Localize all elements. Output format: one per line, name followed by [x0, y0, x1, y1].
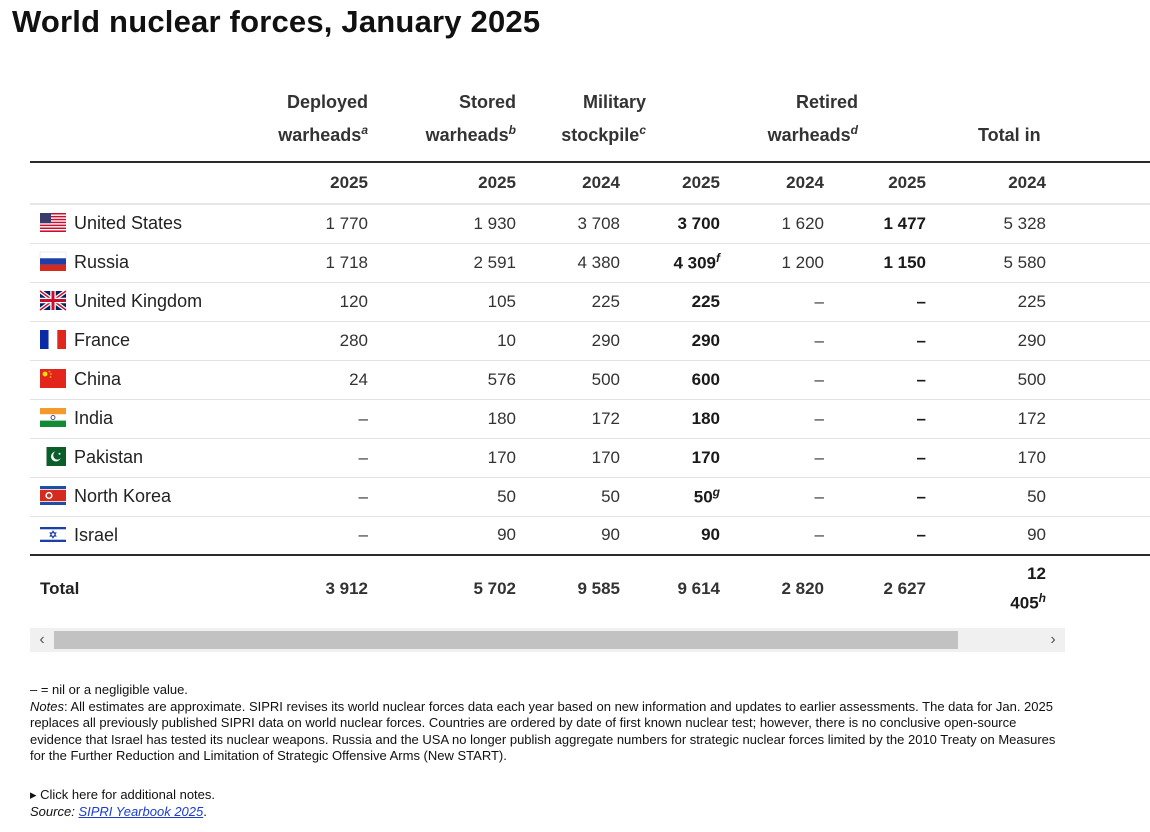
country-name: Pakistan [74, 447, 144, 467]
value-cell: 280 [230, 321, 382, 360]
overflow-cell [1060, 360, 1150, 399]
value-cell: 500 [940, 360, 1060, 399]
country-cell [30, 243, 230, 282]
overflow-cell [1060, 243, 1150, 282]
value-cell: 2 591 [382, 243, 530, 282]
value-cell: 5 328 [940, 204, 1060, 243]
value-cell: 50 [530, 477, 634, 516]
country-cell [30, 321, 230, 360]
value-cell: 90 [940, 516, 1060, 555]
value-cell: – [230, 477, 382, 516]
value-cell: – [734, 321, 838, 360]
retired-header: Retired warheads$^d$ [767, 92, 859, 145]
russia-flag-icon [40, 252, 66, 271]
overflow-cell [1060, 477, 1150, 516]
value-cell: 50 [940, 477, 1060, 516]
footnote-marker: h [1038, 590, 1047, 605]
table-row [30, 516, 1150, 555]
value-cell: 170 [940, 438, 1060, 477]
nil-note: – = nil or a negligible value. [30, 682, 188, 697]
total-value-cell: 5 702 [382, 555, 530, 621]
value-cell: 172 [530, 399, 634, 438]
value-cell: 1 477 [838, 204, 940, 243]
value-cell: 290 [940, 321, 1060, 360]
total-value-cell: 9 614 [634, 555, 734, 621]
value-cell: 170 [530, 438, 634, 477]
table-notes [30, 682, 1070, 765]
table-row [30, 282, 1150, 321]
value-cell: – [734, 282, 838, 321]
overflow-cell [1060, 516, 1150, 555]
country-name: North Korea [74, 486, 172, 506]
value-cell: 180 [382, 399, 530, 438]
value-cell: 225 [530, 282, 634, 321]
value-cell: 90 [530, 516, 634, 555]
country-cell [30, 360, 230, 399]
value-cell: – [838, 438, 940, 477]
overflow-cell [1060, 321, 1150, 360]
france-flag-icon [40, 330, 66, 349]
value-cell: 1 718 [230, 243, 382, 282]
overflow-cell [1060, 204, 1150, 243]
value-cell: 24 [230, 360, 382, 399]
country-name: Israel [74, 524, 119, 545]
value-cell: 3 700 [634, 204, 734, 243]
value-cell: 500 [530, 360, 634, 399]
value-cell: 1 770 [230, 204, 382, 243]
pakistan-flag-icon [40, 447, 66, 466]
country-name: India [74, 408, 114, 428]
military-header: Military stockpile$^c$ [561, 92, 646, 145]
north-korea-flag-icon [40, 486, 66, 505]
country-cell [30, 477, 230, 516]
source-line: Source: SIPRI Yearbook 2025. [30, 803, 207, 819]
year-header: 2024 [734, 162, 838, 204]
country-cell [30, 516, 230, 555]
total-inventory-cell: 12 405$^h$ [940, 555, 1060, 621]
value-cell: – [734, 477, 838, 516]
value-cell: – [734, 516, 838, 555]
value-cell: 600 [634, 360, 734, 399]
table-row [30, 321, 1150, 360]
total-label: Total [30, 555, 230, 621]
value-cell: – [838, 282, 940, 321]
value-cell: 1 620 [734, 204, 838, 243]
notes-paragraph: Notes: All estimates are approximate. SIPRI revises its world nuclear forces data each year based on new information and updates to earlier assessments. The data for Jan. 2025 replaces all previously published SIPRI data on world nuclear forces. Countries are ordered by date of first known nuclear test; however, there is no conclusive open-source evidence that Israel has tested its nuclear weapons. Russia and the USA no longer publish aggregate numbers for strategic nuclear forces limited by the 2010 Treaty on Measures for the Further Reduction and Limitation of Strategic Offensive Arms (New START). [30, 698, 1056, 763]
value-cell: – [734, 438, 838, 477]
value-cell: 172 [940, 399, 1060, 438]
year-header-blank [30, 162, 230, 204]
source-link[interactable]: SIPRI Yearbook 2025 [78, 803, 204, 819]
value-cell: 225 [634, 282, 734, 321]
country-name: China [74, 369, 122, 389]
deployed-header: Deployed warheads$^a$ [278, 92, 368, 145]
total-inventory-header: Total in [978, 125, 1041, 145]
year-header-overflow [1060, 162, 1150, 204]
value-cell: 1 200 [734, 243, 838, 282]
total-value-cell: 2 627 [838, 555, 940, 621]
value-cell: 50 [382, 477, 530, 516]
value-cell: 50$^g$ [634, 477, 734, 516]
footnote-marker: f [716, 251, 720, 266]
us-flag-icon [40, 213, 66, 232]
value-cell: – [230, 399, 382, 438]
country-cell [30, 204, 230, 243]
table-row [30, 438, 1150, 477]
total-value-cell: 2 820 [734, 555, 838, 621]
year-header: 2024 [940, 162, 1060, 204]
value-cell: 290 [634, 321, 734, 360]
value-cell: 290 [530, 321, 634, 360]
scrollbar-thumb[interactable] [54, 631, 958, 649]
country-cell [30, 282, 230, 321]
total-value-cell: 3 912 [230, 555, 382, 621]
scroll-left-icon[interactable]: ‹ [39, 631, 45, 648]
additional-notes-link[interactable]: ▸ Click here for additional notes. [30, 787, 216, 802]
value-cell: 5 580 [940, 243, 1060, 282]
overflow-cell [1060, 555, 1150, 621]
value-cell: – [838, 516, 940, 555]
value-cell: – [838, 399, 940, 438]
value-cell: 1 930 [382, 204, 530, 243]
value-cell: – [838, 477, 940, 516]
more-notes [30, 787, 215, 820]
india-flag-icon [40, 408, 66, 427]
overflow-cell [1060, 438, 1150, 477]
country-header [30, 88, 230, 162]
total-value-cell: 9 585 [530, 555, 634, 621]
value-cell: 4 309$^f$ [634, 243, 734, 282]
value-cell: – [734, 360, 838, 399]
year-header: 2025 [382, 162, 530, 204]
overflow-cell [1060, 399, 1150, 438]
table-row [30, 399, 1150, 438]
year-header: 2025 [230, 162, 382, 204]
page-title: World nuclear forces, January 2025 [12, 4, 541, 39]
table-row [30, 243, 1150, 282]
country-cell [30, 438, 230, 477]
israel-flag-icon [40, 525, 66, 544]
overflow-cell [1060, 282, 1150, 321]
value-cell: 170 [634, 438, 734, 477]
nuclear-forces-table [30, 88, 1065, 613]
total-row [30, 555, 1150, 621]
value-cell: 10 [382, 321, 530, 360]
year-header: 2024 [530, 162, 634, 204]
footnote-marker: g [712, 485, 720, 500]
value-cell: 1 150 [838, 243, 940, 282]
value-cell: – [230, 438, 382, 477]
scroll-right-icon[interactable]: › [1050, 631, 1056, 648]
china-flag-icon [40, 369, 66, 388]
value-cell: 90 [382, 516, 530, 555]
year-header: 2025 [634, 162, 734, 204]
table-row [30, 360, 1150, 399]
value-cell: – [230, 516, 382, 555]
stored-header: Stored warheads$^b$ [425, 92, 516, 145]
value-cell: 3 708 [530, 204, 634, 243]
country-cell [30, 399, 230, 438]
table-row [30, 477, 1150, 516]
value-cell: 4 380 [530, 243, 634, 282]
country-name: United States [74, 213, 183, 234]
value-cell: – [838, 321, 940, 360]
country-name: France [74, 330, 131, 350]
value-cell: 120 [230, 282, 382, 321]
table-row [30, 204, 1150, 243]
year-header: 2025 [838, 162, 940, 204]
value-cell: 180 [634, 399, 734, 438]
horizontal-scrollbar[interactable] [30, 628, 1065, 652]
value-cell: 225 [940, 282, 1060, 321]
value-cell: 90 [634, 516, 734, 555]
value-cell: – [734, 399, 838, 438]
value-cell: – [838, 360, 940, 399]
country-name: United Kingdom [74, 291, 203, 311]
value-cell: 576 [382, 360, 530, 399]
country-name: Russia [74, 252, 130, 272]
value-cell: 170 [382, 438, 530, 477]
value-cell: 105 [382, 282, 530, 321]
uk-flag-icon [40, 291, 66, 310]
